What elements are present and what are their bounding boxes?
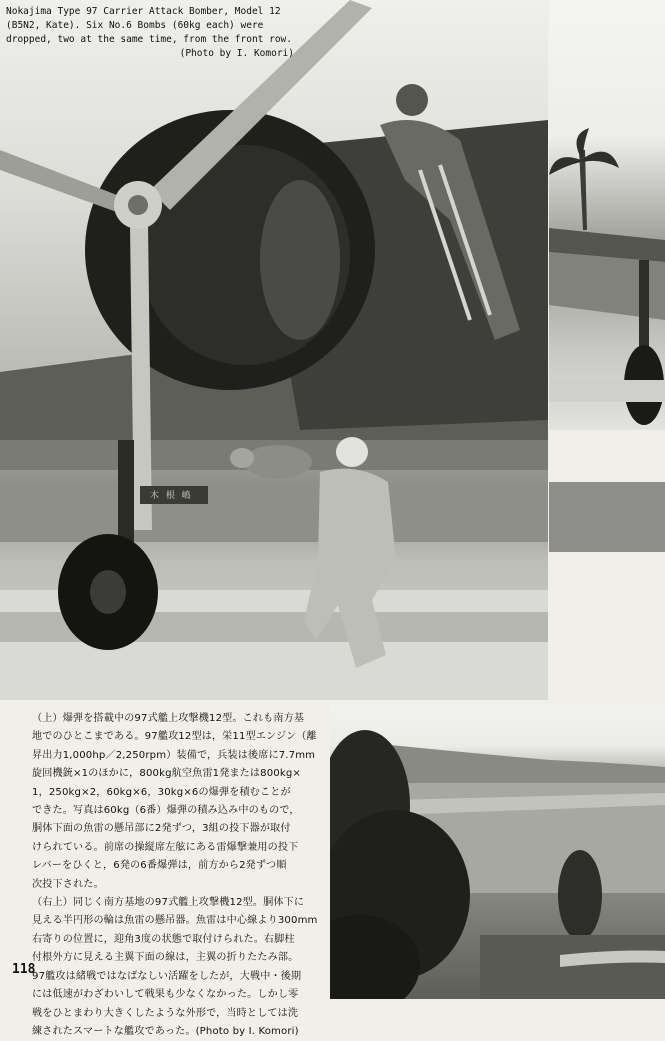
right-photo bbox=[549, 0, 665, 430]
caption-text-line: （右上）同じく南方基地の97式艦上攻撃機12型。胴体下に bbox=[32, 897, 305, 909]
caption-text-line: 旋回機銃×1のほかに，800kg航空魚雷1発または800kg× bbox=[32, 768, 302, 780]
caption-line: (B5N2, Kate). Six No.6 Bombs (60kg each) were bbox=[6, 20, 264, 31]
photo-credit: (Photo by I. Komori) bbox=[179, 48, 294, 59]
caption-text-line: 97艦攻は緒戦ではなばなしい活躍をしたが，大戦中・後期 bbox=[32, 970, 302, 982]
page-number: 118 bbox=[12, 962, 36, 977]
right-photo-art bbox=[549, 0, 665, 430]
caption-text-line: 戦をひとまわり大きくしたような外形で，当時としては洗 bbox=[32, 1007, 299, 1019]
caption-text-line: 昇出力1,000hp／2,250rpm）装備で，兵装は後席に7.7mm bbox=[32, 749, 316, 761]
caption-text-line: レバーをひくと，6発の6番爆弾は，前方から2発ずつ順 bbox=[32, 860, 287, 872]
caption-text-line: 地でのひとこまである。97艦攻12型は，栄11型エンジン（離 bbox=[32, 731, 317, 743]
caption-text-line: 右寄りの位置に，迎角3度の状態で取付けられた。右脚柱 bbox=[32, 933, 295, 945]
photo-caption-english bbox=[6, 5, 294, 61]
caption-text-line: 見える半円形の輪は魚雷の懸吊器。魚雷は中心線より300mm bbox=[32, 915, 318, 927]
caption-text-line: には低速がわざわいして戦果も少なくなかった。しかし零 bbox=[32, 989, 299, 1001]
bottom-photo-art bbox=[330, 705, 665, 999]
caption-line: Nokajima Type 97 Carrier Attack Bomber, Model 12 bbox=[6, 6, 281, 17]
caption-line: dropped, two at the same time, from the front row. bbox=[6, 34, 292, 45]
caption-text-line: （上）爆弾を搭載中の97式艦上攻撃機12型。これも南方基 bbox=[32, 713, 305, 724]
caption-text-line: 付根外方に見える主翼下面の線は，主翼の折りたたみ部。 bbox=[32, 952, 299, 964]
caption-text-block bbox=[32, 710, 328, 1041]
gray-band bbox=[549, 482, 665, 552]
caption-text-line: 1，250kg×2，60kg×6，30kg×6の爆弾を積むことが bbox=[32, 786, 291, 798]
bottom-photo bbox=[330, 705, 665, 999]
sign-text: 木 根 嶋 bbox=[150, 491, 193, 501]
caption-text-line: できた。写真は60kg（6番）爆弾の積み込み中のもので， bbox=[32, 805, 300, 817]
caption-text-line: 胴体下面の魚雷の懸吊部に2発ずつ，3組の投下器が取付 bbox=[32, 823, 291, 835]
caption-text-line: けられている。前席の操縦席左舷にある雷爆撃兼用の投下 bbox=[32, 841, 299, 853]
caption-text-line: 練されたスマートな艦攻であった。(Photo by I. Komori) bbox=[32, 1025, 299, 1037]
caption-text-line: 次投下された。 bbox=[32, 878, 104, 890]
